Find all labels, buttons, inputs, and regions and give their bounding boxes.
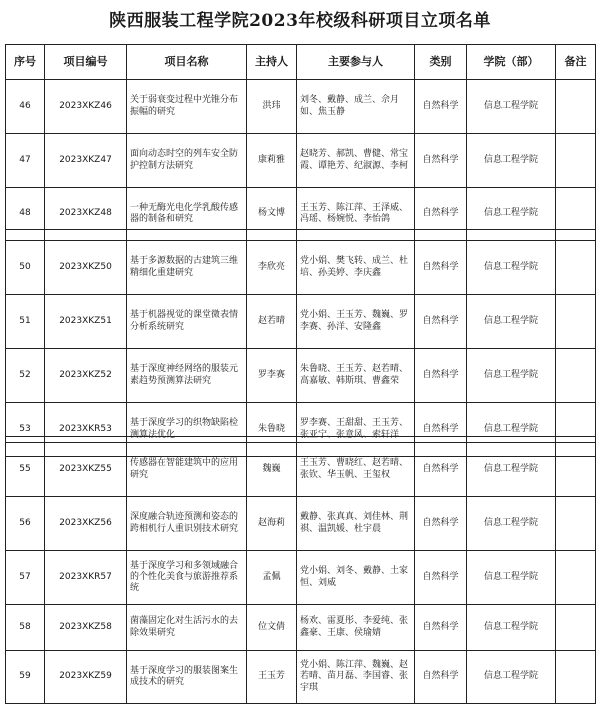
row-host: 罗李赛 bbox=[247, 349, 297, 403]
row-members: 党小娟、刘冬、戴静、土家恒、刘威 bbox=[297, 551, 415, 605]
row-category: 自然科学 bbox=[415, 80, 467, 134]
row-host: 洪玮 bbox=[247, 80, 297, 134]
row-code: 2023XKZ59 bbox=[45, 651, 127, 704]
row-members: 党小娟、陈江萍、魏巍、赵若晴、苗月磊、李国睿、张宇琪 bbox=[297, 651, 415, 704]
row-code: 2023XKZ52 bbox=[45, 349, 127, 403]
row-name: 基于深度神经网络的服装元素趋势预测算法研究 bbox=[127, 349, 247, 403]
row-category: 自然科学 bbox=[415, 403, 467, 457]
row-code: 2023XKZ48 bbox=[45, 188, 127, 241]
row-category: 自然科学 bbox=[415, 188, 467, 241]
row-note bbox=[556, 349, 596, 403]
row-seq: 52 bbox=[6, 349, 45, 403]
row-name: 菌藻固定化对生活污水的去除效果研究 bbox=[127, 605, 247, 651]
row-host: 魏巍 bbox=[247, 443, 297, 497]
row-name: 基于深度学习的服装图案生成技术的研究 bbox=[127, 651, 247, 704]
row-host: 位文倩 bbox=[247, 605, 297, 651]
row-code: 2023XKR57 bbox=[45, 551, 127, 605]
row-host: 赵海莉 bbox=[247, 497, 297, 551]
row-category: 自然科学 bbox=[415, 241, 467, 295]
header-seq: 序号 bbox=[6, 45, 45, 80]
table-row bbox=[6, 551, 596, 605]
section-divider bbox=[5, 436, 595, 437]
row-name: 关于弱衰变过程中光锥分布振幅的研究 bbox=[127, 80, 247, 134]
row-note bbox=[556, 80, 596, 134]
row-note bbox=[556, 651, 596, 704]
row-members: 王玉芳、陈江萍、王泽威、冯瑶、杨婉悦、李怡鸽 bbox=[297, 188, 415, 241]
row-category: 自然科学 bbox=[415, 295, 467, 349]
row-seq: 51 bbox=[6, 295, 45, 349]
page-title: 陕西服装工程学院2023年校级科研项目立项名单 bbox=[109, 11, 491, 31]
row-college: 信息工程学院 bbox=[467, 134, 556, 188]
row-college: 信息工程学院 bbox=[467, 551, 556, 605]
row-seq: 50 bbox=[6, 241, 45, 295]
row-category: 自然科学 bbox=[415, 134, 467, 188]
table-row bbox=[6, 605, 596, 651]
table-row bbox=[6, 651, 596, 704]
row-note bbox=[556, 134, 596, 188]
row-college: 信息工程学院 bbox=[467, 80, 556, 134]
table-row bbox=[6, 80, 596, 134]
row-name: 基于机器视觉的课堂微表情分析系统研究 bbox=[127, 295, 247, 349]
row-members: 党小娟、樊飞转、成兰、杜培、孙美婷、李庆鑫 bbox=[297, 241, 415, 295]
table-row bbox=[6, 349, 596, 403]
row-seq: 59 bbox=[6, 651, 45, 704]
row-host: 孟佩 bbox=[247, 551, 297, 605]
row-code: 2023XKZ47 bbox=[45, 134, 127, 188]
row-seq: 53 bbox=[6, 403, 45, 457]
table-row bbox=[6, 134, 596, 188]
row-name: 面向动态时空的列车安全防护控制方法研究 bbox=[127, 134, 247, 188]
section-divider bbox=[5, 229, 595, 230]
table-header bbox=[5, 44, 596, 80]
table-block-2 bbox=[5, 240, 596, 457]
row-seq: 46 bbox=[6, 80, 45, 134]
row-members: 王玉芳、曹晓红、赵若晴、张钦、华玉帆、王玺权 bbox=[297, 443, 415, 497]
row-code: 2023XKZ46 bbox=[45, 80, 127, 134]
row-category: 自然科学 bbox=[415, 605, 467, 651]
table-row bbox=[6, 497, 596, 551]
row-members: 朱鲁晓、王玉芳、赵若晴、高嘉敏、韩斯琪、曹鑫荣 bbox=[297, 349, 415, 403]
row-code: 2023XKR53 bbox=[45, 403, 127, 457]
row-host: 康莉雅 bbox=[247, 134, 297, 188]
row-name: 一种无酶光电化学乳酸传感器的制备和研究 bbox=[127, 188, 247, 241]
row-seq: 48 bbox=[6, 188, 45, 241]
row-code: 2023XKZ51 bbox=[45, 295, 127, 349]
row-note bbox=[556, 443, 596, 497]
row-members: 杨欢、雷夏彤、李爱纯、张鑫豪、王康、侯瑜婧 bbox=[297, 605, 415, 651]
row-code: 2023XKZ50 bbox=[45, 241, 127, 295]
row-seq: 55 bbox=[6, 443, 45, 497]
row-name: 基于深度学习的织物缺陷检测算法优化 bbox=[127, 403, 247, 457]
row-note bbox=[556, 497, 596, 551]
row-seq: 58 bbox=[6, 605, 45, 651]
row-host: 李欣亮 bbox=[247, 241, 297, 295]
row-category: 自然科学 bbox=[415, 497, 467, 551]
header-code: 项目编号 bbox=[45, 45, 127, 80]
header-category: 类别 bbox=[415, 45, 467, 80]
row-note bbox=[556, 295, 596, 349]
header-host: 主持人 bbox=[247, 45, 297, 80]
table-row bbox=[6, 295, 596, 349]
row-seq: 47 bbox=[6, 134, 45, 188]
row-members: 罗李赛、王甜甜、王玉芳、张亚宁、张意风、索轩洋 bbox=[297, 403, 415, 457]
row-members: 戴静、张真真、刘佳林、荆祺、温凯媛、杜宇晨 bbox=[297, 497, 415, 551]
row-category: 自然科学 bbox=[415, 443, 467, 497]
table-row bbox=[6, 443, 596, 497]
table-block-3 bbox=[5, 442, 596, 704]
row-note bbox=[556, 605, 596, 651]
row-members: 赵晓芳、郝凯、曹健、常宝霞、谭艳芳、纪淑源、李柯 bbox=[297, 134, 415, 188]
header-note: 备注 bbox=[556, 45, 596, 80]
table-row bbox=[6, 188, 596, 241]
row-college: 信息工程学院 bbox=[467, 188, 556, 241]
row-code: 2023XKZ58 bbox=[45, 605, 127, 651]
row-name: 基于多源数据的古建筑三维精细化重建研究 bbox=[127, 241, 247, 295]
header-name: 项目名称 bbox=[127, 45, 247, 80]
row-college: 信息工程学院 bbox=[467, 349, 556, 403]
row-name: 传感器在智能建筑中的应用研究 bbox=[127, 443, 247, 497]
row-host: 杨文博 bbox=[247, 188, 297, 241]
row-college: 信息工程学院 bbox=[467, 605, 556, 651]
row-college: 信息工程学院 bbox=[467, 403, 556, 457]
row-seq: 57 bbox=[6, 551, 45, 605]
row-college: 信息工程学院 bbox=[467, 497, 556, 551]
row-note bbox=[556, 188, 596, 241]
table-row bbox=[6, 241, 596, 295]
row-category: 自然科学 bbox=[415, 349, 467, 403]
row-note bbox=[556, 551, 596, 605]
row-code: 2023XKZ55 bbox=[45, 443, 127, 497]
header-members: 主要参与人 bbox=[297, 45, 415, 80]
row-college: 信息工程学院 bbox=[467, 651, 556, 704]
row-name: 基于深度学习和多领域融合的个性化美食与旅游推荐系统 bbox=[127, 551, 247, 605]
row-college: 信息工程学院 bbox=[467, 443, 556, 497]
row-members: 刘冬、戴静、成兰、佘月如、焦玉静 bbox=[297, 80, 415, 134]
row-college: 信息工程学院 bbox=[467, 295, 556, 349]
row-category: 自然科学 bbox=[415, 651, 467, 704]
row-name: 深度融合轨迹预测和姿态的跨相机行人重识别技术研究 bbox=[127, 497, 247, 551]
row-code: 2023XKZ56 bbox=[45, 497, 127, 551]
table-block-1 bbox=[5, 79, 596, 241]
row-host: 赵若晴 bbox=[247, 295, 297, 349]
row-note bbox=[556, 241, 596, 295]
row-host: 王玉芳 bbox=[247, 651, 297, 704]
row-seq: 56 bbox=[6, 497, 45, 551]
header-college: 学院（部） bbox=[467, 45, 556, 80]
row-members: 党小娟、王玉芳、魏巍、罗李赛、孙洋、安隆鑫 bbox=[297, 295, 415, 349]
row-category: 自然科学 bbox=[415, 551, 467, 605]
row-host: 朱鲁晓 bbox=[247, 403, 297, 457]
row-college: 信息工程学院 bbox=[467, 241, 556, 295]
